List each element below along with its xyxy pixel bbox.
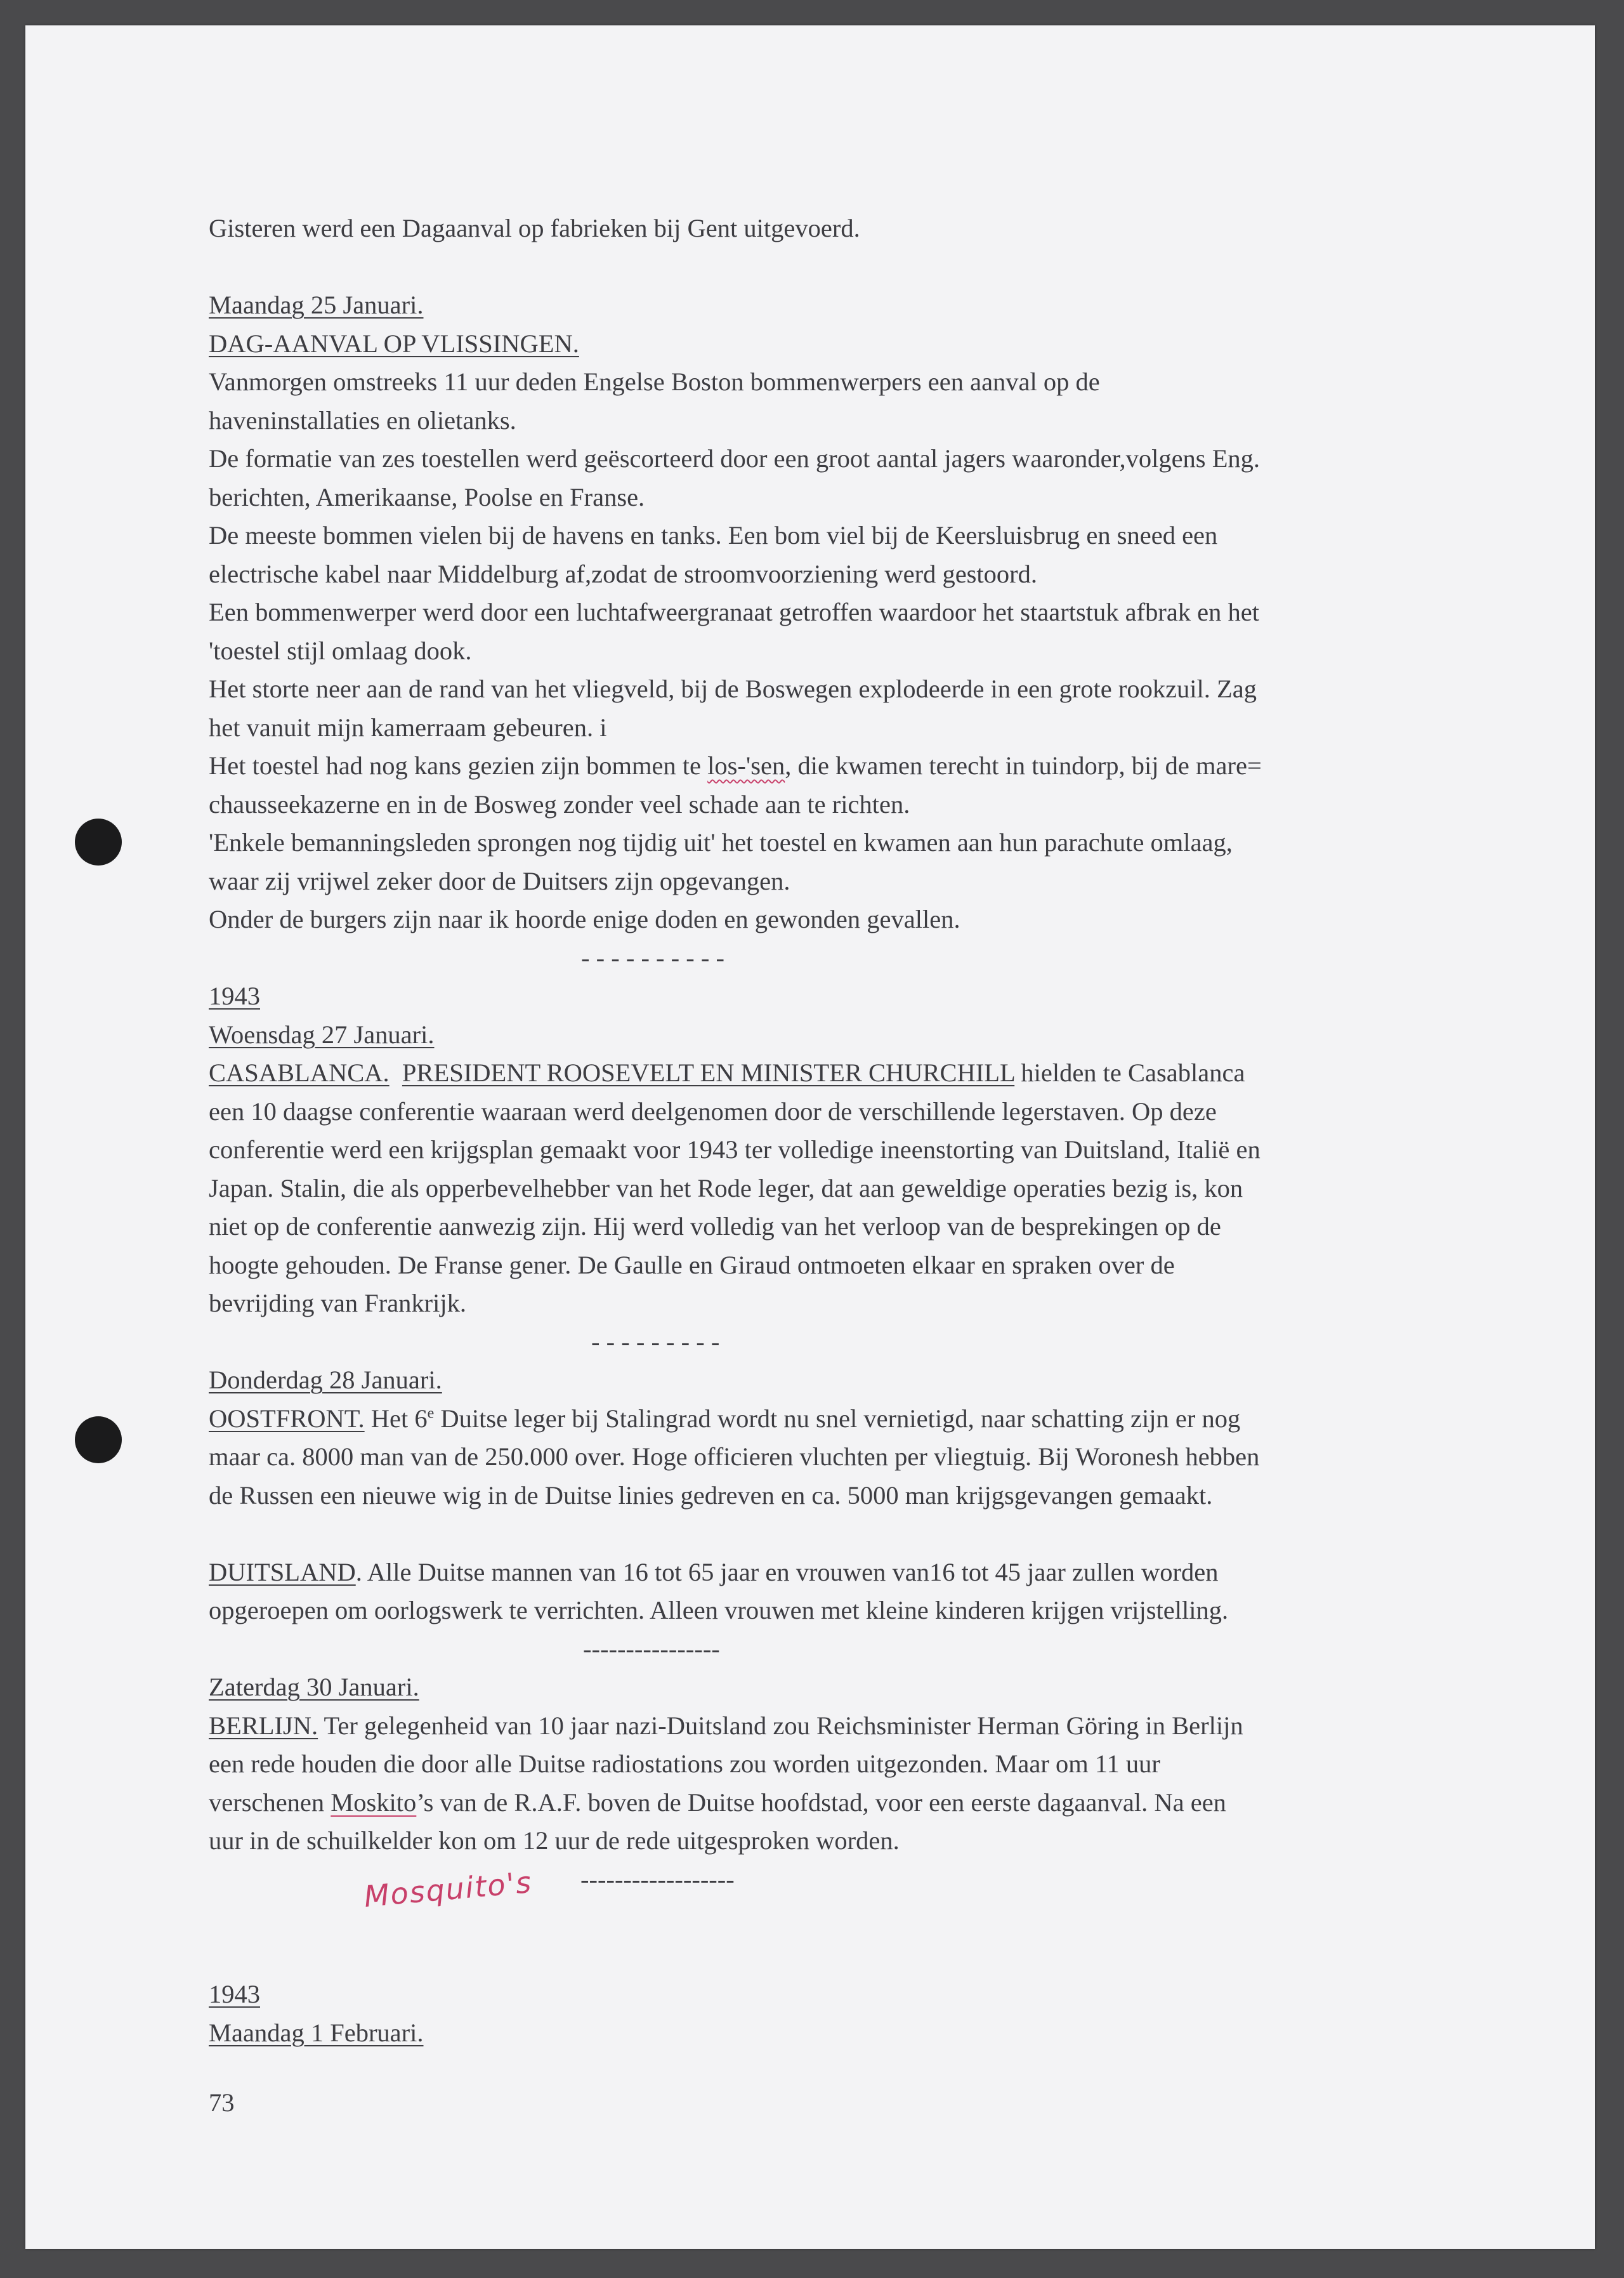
text-line: Japan. Stalin, die als opperbevelhebber van het Rode leger, dat aan geweldige operaties bezig is, kon xyxy=(209,1173,1243,1202)
text-line: het vanuit mijn kamerraam gebeuren. i xyxy=(209,713,607,742)
handwritten-correction: Mosquito's xyxy=(362,1864,534,1914)
text-line: een 10 daagse conferentie waaraan werd deelgenomen door de verschillende legerstaven. Op deze xyxy=(209,1096,1217,1126)
text-line: berichten, Amerikaanse, Poolse en Franse. xyxy=(209,482,645,511)
date-heading: Maandag 25 Januari. xyxy=(209,291,424,319)
text-line: Gisteren werd een Dagaanval op fabrieken bij Gent uitgevoerd. xyxy=(209,214,860,242)
text-line: Een bommenwerper werd door een luchtafweergranaat getroffen waardoor het staartstuk afbrak en het xyxy=(209,598,1260,626)
separator: ------------------ xyxy=(580,1864,735,1893)
punch-hole-top xyxy=(75,819,122,866)
text-line: Het toestel had nog kans gezien zijn bommen te los-'sen, die kwamen terecht in tuindorp, bij de mare= xyxy=(209,751,1262,780)
text-line: uur in de schuilkelder kon om 12 uur de rede uitgesproken worden. xyxy=(209,1826,900,1855)
text-line: niet op de conferentie aanwezig zijn. Hij werd volledig van het verloop van de besprekingen op de xyxy=(209,1212,1221,1241)
text-line: OOSTFRONT. Het 6e Duitse leger bij Stalingrad wordt nu snel vernietigd, naar schatting zijn er nog xyxy=(209,1404,1241,1433)
text-line: hoogte gehouden. De Franse gener. De Gaulle en Giraud ontmoeten elkaar en spraken over de xyxy=(209,1250,1175,1279)
year-heading: 1943 xyxy=(209,1980,260,2008)
typed-text-body xyxy=(209,209,1446,2052)
text-line: Onder de burgers zijn naar ik hoorde enige doden en gewonden gevallen. xyxy=(209,905,960,933)
year-heading: 1943 xyxy=(209,982,260,1010)
text-line: verschenen Moskito’s van de R.A.F. boven de Duitse hoofdstad, voor een eerste dagaanval. Na een xyxy=(209,1788,1226,1817)
text-line: een rede houden die door alle Duitse radiostations zou worden uitgezonden. Maar om 11 uur xyxy=(209,1749,1160,1778)
section-heading: CASABLANCA. xyxy=(209,1058,390,1087)
text-line: waar zij vrijwel zeker door de Duitsers zijn opgevangen. xyxy=(209,866,790,895)
text-line: Het storte neer aan de rand van het vliegveld, bij de Boswegen explodeerde in een grote rookzuil. Zag xyxy=(209,675,1257,703)
separator: - - - - - - - - - - xyxy=(581,943,724,972)
text-line: 'toestel stijl omlaag dook. xyxy=(209,636,472,665)
text-line: CASABLANCA. PRESIDENT ROOSEVELT EN MINISTER CHURCHILL hielden te Casablanca xyxy=(209,1058,1245,1087)
section-heading: DAG-AANVAL OP VLISSINGEN. xyxy=(209,329,579,358)
date-heading: Woensdag 27 Januari. xyxy=(209,1020,435,1049)
text-line: BERLIJN. Ter gelegenheid van 10 jaar nazi-Duitsland zou Reichsminister Herman Göring in Berlijn xyxy=(209,1711,1243,1740)
text-line: 'Enkele bemanningsleden sprongen nog tijdig uit' het toestel en kwamen aan hun parachute omlaag, xyxy=(209,828,1233,857)
corrected-word: los-'sen xyxy=(707,751,785,780)
text-line: DUITSLAND. Alle Duitse mannen van 16 tot 65 jaar en vrouwen van16 tot 45 jaar zullen worden xyxy=(209,1557,1219,1586)
page-number: 73 xyxy=(209,2088,235,2117)
date-heading: Donderdag 28 Januari. xyxy=(209,1366,442,1394)
text-line: electrische kabel naar Middelburg af,zodat de stroomvoorziening werd gestoord. xyxy=(209,559,1038,588)
text-line: chausseekazerne en in de Bosweg zonder veel schade aan te richten. xyxy=(209,789,910,819)
text-line: Vanmorgen omstreeks 11 uur deden Engelse Boston bommenwerpers een aanval op de xyxy=(209,367,1100,396)
section-heading: BERLIJN. xyxy=(209,1711,318,1740)
text-line: De meeste bommen vielen bij de havens en tanks. Een bom viel bij de Keersluisbrug en sneed een xyxy=(209,521,1218,550)
section-heading: OOSTFRONT. xyxy=(209,1404,365,1433)
separator: ---------------- xyxy=(583,1634,720,1663)
text-line: bevrijding van Frankrijk. xyxy=(209,1289,467,1317)
section-heading: PRESIDENT ROOSEVELT EN MINISTER CHURCHILL xyxy=(402,1058,1015,1087)
separator: - - - - - - - - - xyxy=(591,1327,720,1356)
section-heading: DUITSLAND xyxy=(209,1557,356,1586)
text-line: conferentie werd een krijgsplan gemaakt voor 1943 ter volledige ineenstorting van Duitsland, Italië en xyxy=(209,1135,1261,1164)
text-line: opgeroepen om oorlogswerk te verrichten. Alleen vrouwen met kleine kinderen krijgen vrijstelling. xyxy=(209,1596,1229,1624)
punch-hole-bottom xyxy=(75,1416,122,1463)
date-heading: Zaterdag 30 Januari. xyxy=(209,1673,419,1701)
text-line: de Russen een nieuwe wig in de Duitse linies gedreven en ca. 5000 man krijgsgevangen gemaakt. xyxy=(209,1480,1213,1510)
text-line: maar ca. 8000 man van de 250.000 over. Hoge officieren vluchten per vliegtuig. Bij Woronesh hebben xyxy=(209,1442,1260,1471)
text-line: De formatie van zes toestellen werd geëscorteerd door een groot aantal jagers waaronder,volgens Eng. xyxy=(209,444,1261,473)
text-line: haveninstallaties en olietanks. xyxy=(209,405,516,435)
date-heading: Maandag 1 Februari. xyxy=(209,2018,424,2047)
corrected-word: Moskito xyxy=(331,1788,417,1817)
